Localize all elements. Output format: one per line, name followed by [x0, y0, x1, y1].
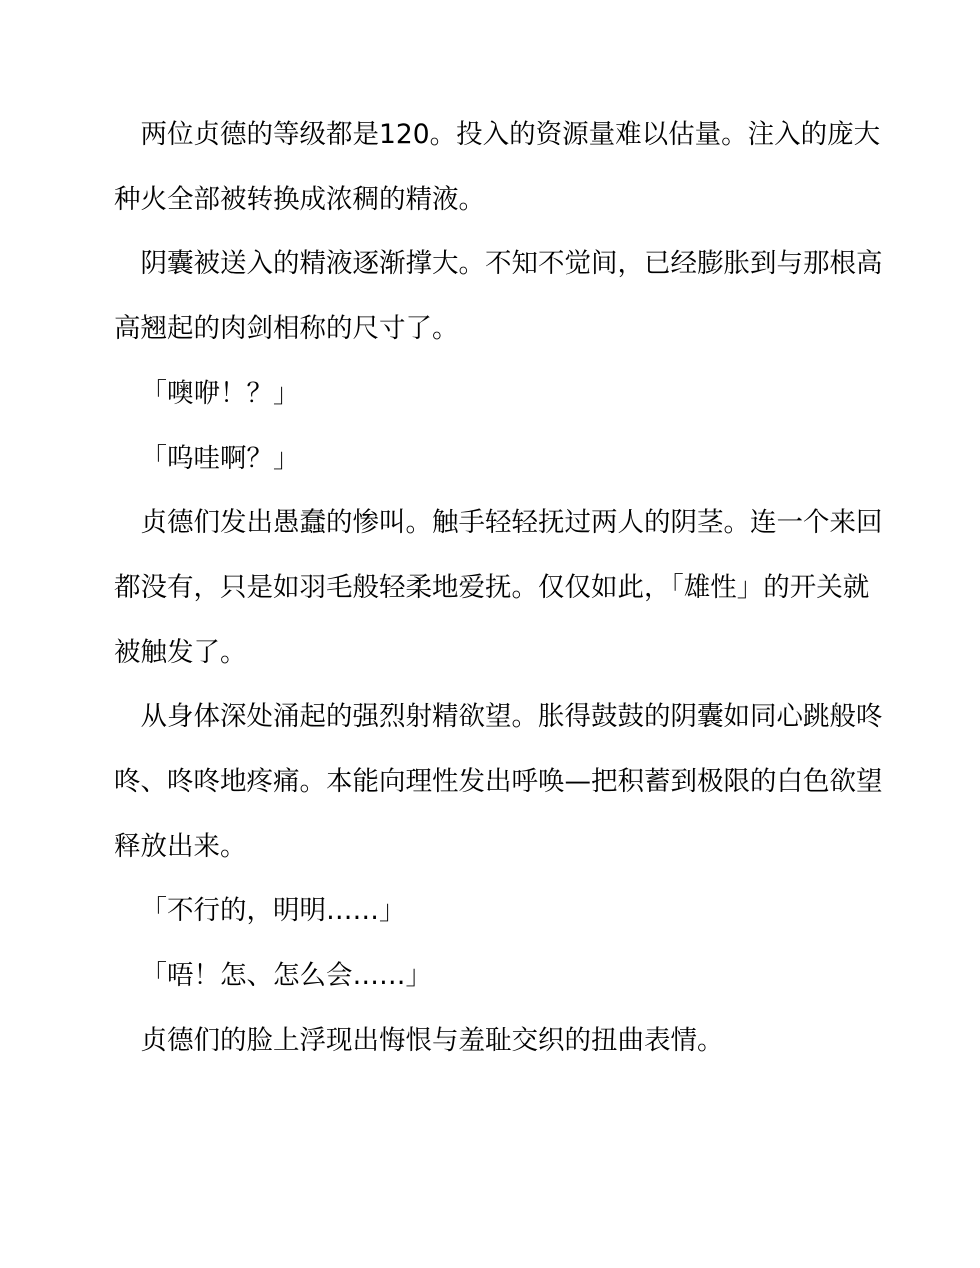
paragraph: [114, 1009, 884, 1074]
dialogue-line: 「不行的，明明……」: [140, 895, 406, 927]
dialogue-line: 「噢咿！？」: [140, 377, 300, 409]
paragraph: [114, 362, 884, 427]
text-line: 都没有，只是如羽毛般轻柔地爱抚。仅仅如此，「雄性」的开关就: [114, 571, 870, 603]
paragraph: [114, 103, 884, 232]
text-line: 两位贞德的等级都是120。投入的资源量难以估量。注入的庞大: [140, 119, 881, 150]
paragraph: [114, 232, 884, 361]
dialogue-line: 「呜哇啊？」: [140, 442, 300, 474]
text-line: 从身体深处涌起的强烈射精欲望。胀得鼓鼓的阴囊如同心跳般咚: [140, 701, 883, 733]
text-line: 高翘起的肉剑相称的尺寸了。: [114, 313, 459, 345]
text-line: 贞德们的脸上浮现出悔恨与羞耻交织的扭曲表情。: [140, 1024, 724, 1056]
paragraph: [114, 685, 884, 879]
text-body: [114, 103, 884, 1074]
text-line: 被触发了。: [114, 636, 247, 668]
paragraph: [114, 879, 884, 944]
text-line: 种火全部被转换成浓稠的精液。: [114, 183, 485, 215]
dialogue-line: 「唔！怎、怎么会……」: [140, 960, 432, 992]
text-line: 阴囊被送入的精液逐渐撑大。不知不觉间，已经膨胀到与那根高: [140, 248, 883, 280]
text-line: 释放出来。: [114, 830, 247, 862]
paragraph: [114, 944, 884, 1009]
paragraph: [114, 427, 884, 492]
text-line: 咚、咚咚地疼痛。本能向理性发出呼唤—把积蓄到极限的白色欲望: [114, 766, 883, 798]
text-line: 贞德们发出愚蠢的惨叫。触手轻轻抚过两人的阴茎。连一个来回: [140, 507, 883, 539]
paragraph: [114, 491, 884, 685]
